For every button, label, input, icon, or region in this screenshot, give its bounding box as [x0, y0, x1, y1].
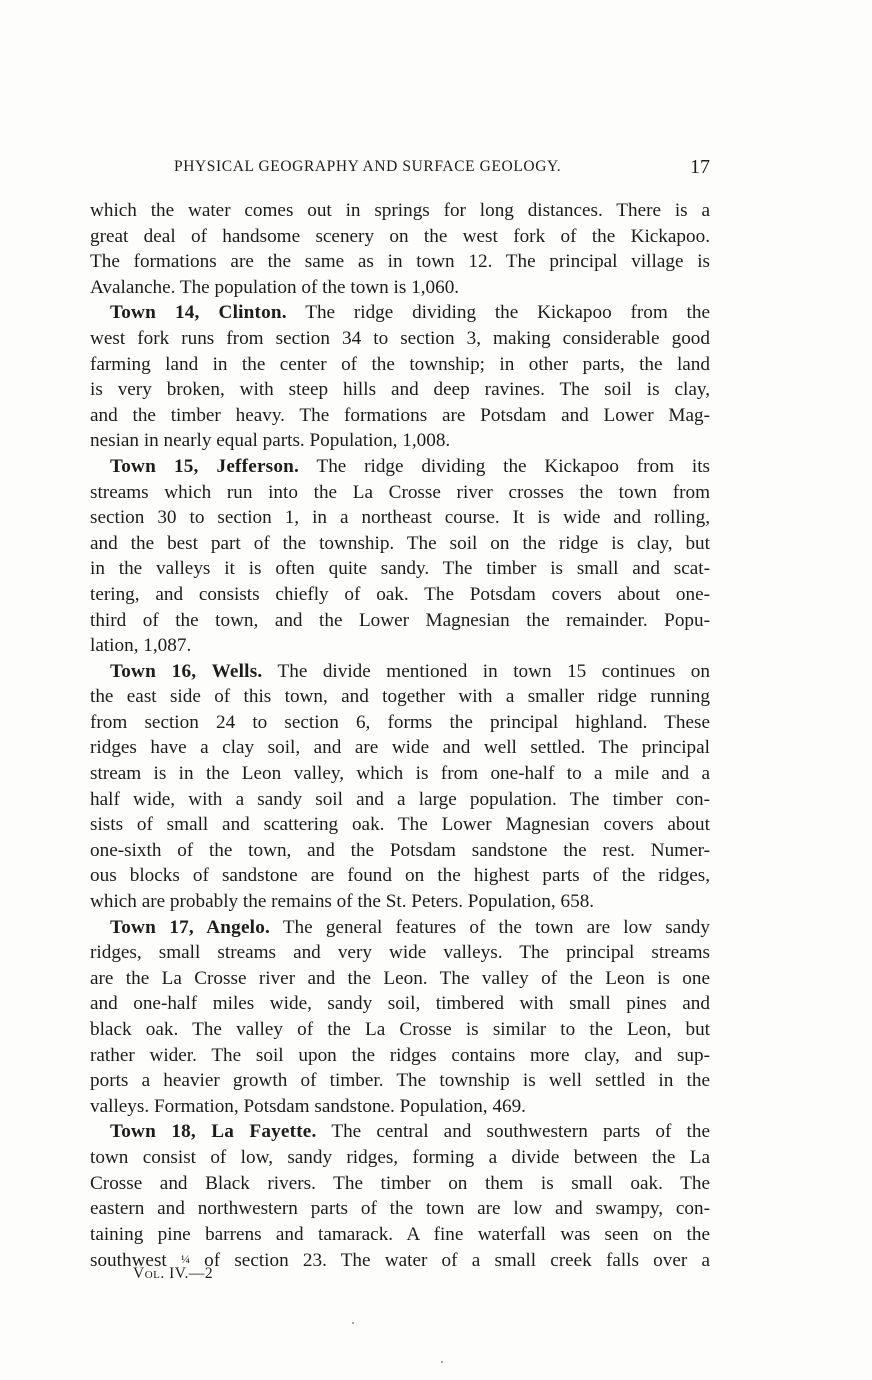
- section-heading: Town 15, Jefferson.: [110, 455, 300, 477]
- text-line: stream is in the Leon valley, which is from one-half to a mile and a: [90, 763, 710, 785]
- text-line: ports a heavier growth of timber. The township is well settled in the: [90, 1070, 710, 1092]
- text-line: ridges have a clay soil, and are wide and well settled. The principal: [90, 737, 710, 759]
- text-line: black oak. The valley of the La Crosse is similar to the Leon, but: [90, 1019, 710, 1040]
- text-line: farming land in the center of the township; in other parts, the land: [90, 353, 710, 375]
- text-line: and the best part of the township. The soil on the ridge is clay, but: [90, 532, 710, 554]
- text-line: Avalanche. The population of the town is 1,060.: [90, 276, 460, 298]
- text-line: section 30 to section 1, in a northeast course. It is wide and rolling,: [90, 507, 710, 529]
- paragraph-start-town-17: Town 17, Angelo. The general features of the town are low sandy: [110, 916, 710, 938]
- text-line: valleys. Formation, Potsdam sandstone. Population, 469.: [90, 1095, 526, 1117]
- page-number: 17: [690, 156, 710, 178]
- text-line: is very broken, with steep hills and deep ravines. The soil is clay,: [90, 379, 710, 401]
- text-line: west fork runs from section 34 to section 3, making considerable good: [90, 327, 710, 349]
- text-line: tering, and consists chiefly of oak. The Potsdam covers about one-: [90, 583, 710, 605]
- text-line: third of the town, and the Lower Magnesian the remainder. Popu-: [90, 609, 710, 631]
- fraction-quarter: ¼: [180, 1252, 190, 1267]
- text-line: sists of small and scattering oak. The Lower Magnesian covers about: [90, 814, 710, 836]
- section-heading: Town 14, Clinton.: [110, 302, 287, 324]
- text-line: which the water comes out in springs for long distances. There is a: [90, 200, 710, 221]
- paragraph-start-town-15: Town 15, Jefferson. The ridge dividing the Kickapoo from its: [110, 455, 710, 477]
- section-heading: Town 16, Wells.: [110, 660, 263, 682]
- text-line: which are probably the remains of the St. Peters. Population, 658.: [90, 891, 595, 913]
- section-heading: Town 18, La Fayette.: [110, 1121, 317, 1143]
- running-title: PHYSICAL GEOGRAPHY AND SURFACE GEOLOGY.: [174, 158, 562, 175]
- text-line: lation, 1,087.: [90, 635, 192, 657]
- text-line: half wide, with a sandy soil and a large population. The timber con-: [90, 788, 710, 810]
- paper-speck: [441, 1361, 443, 1363]
- text-line: the east side of this town, and together with a smaller ridge running: [90, 686, 710, 708]
- text-line: The formations are the same as in town 12. The principal village is: [90, 251, 710, 273]
- text-line: rather wider. The soil upon the ridges contains more clay, and sup-: [90, 1044, 710, 1066]
- text-line: Crosse and Black rivers. The timber on them is small oak. The: [90, 1172, 710, 1194]
- text-line: eastern and northwestern parts of the town are low and swampy, con-: [90, 1198, 710, 1220]
- text-line: great deal of handsome scenery on the west fork of the Kickapoo.: [90, 225, 710, 247]
- text-line: from section 24 to section 6, forms the principal highland. These: [90, 711, 710, 733]
- text-line: taining pine barrens and tamarack. A fine waterfall was seen on the: [90, 1223, 710, 1245]
- signature-mark: Vol. IV.—2: [133, 1265, 214, 1282]
- paper-speck: [352, 1322, 354, 1324]
- text-line: one-sixth of the town, and the Potsdam sandstone the rest. Numer-: [90, 839, 710, 861]
- text-line: and the timber heavy. The formations are Potsdam and Lower Mag-: [90, 404, 710, 426]
- text-line: and one-half miles wide, sandy soil, timbered with small pines and: [90, 993, 710, 1015]
- paragraph-start-town-14: Town 14, Clinton. The ridge dividing the Kickapoo from the: [110, 302, 710, 324]
- text-line: southwest ¼ of section 23. The water of a small creek falls over a: [90, 1250, 710, 1272]
- running-head: [90, 158, 710, 182]
- text-line: ridges, small streams and very wide valleys. The principal streams: [90, 942, 710, 964]
- text-line: town consist of low, sandy ridges, forming a divide between the La: [90, 1146, 710, 1168]
- text-line: ous blocks of sandstone are found on the highest parts of the ridges,: [90, 865, 710, 887]
- text-line: nesian in nearly equal parts. Population, 1,008.: [90, 430, 451, 452]
- section-heading: Town 17, Angelo.: [110, 916, 270, 938]
- text-line: are the La Crosse river and the Leon. The valley of the Leon is one: [90, 967, 710, 989]
- paragraph-start-town-16: Town 16, Wells. The divide mentioned in town 15 continues on: [110, 660, 710, 682]
- text-line: in the valleys it is often quite sandy. The timber is small and scat-: [90, 558, 710, 580]
- text-line: streams which run into the La Crosse river crosses the town from: [90, 481, 710, 503]
- paragraph-start-town-18: Town 18, La Fayette. The central and southwestern parts of the: [110, 1121, 710, 1143]
- body-text: [90, 198, 710, 1273]
